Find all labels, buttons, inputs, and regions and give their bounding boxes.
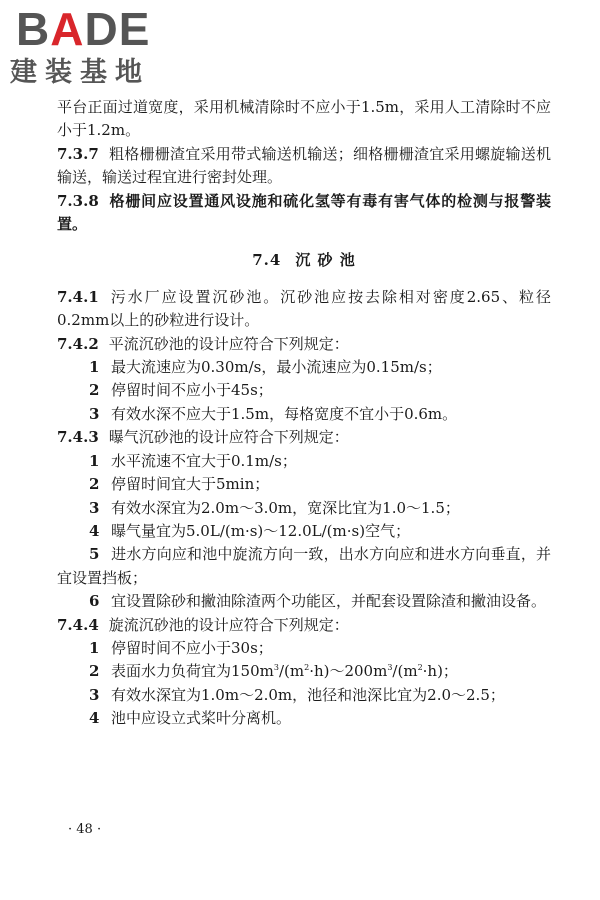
clause-7-3-7: 7.3.7 粗格栅栅渣宜采用带式输送机输送；细格栅栅渣宜采用螺旋输送机输送，输送过程宜进行密封处理。 — [57, 144, 551, 187]
list-item: 2 停留时间宜大于5min； — [89, 475, 270, 494]
list-item: 1 停留时间不应小于30s； — [89, 638, 273, 657]
bade-logo — [10, 3, 175, 88]
clause-7-4-4: 7.4.4 旋流沉砂池的设计应符合下列规定： — [57, 615, 349, 634]
list-item: 5 进水方向应和池中旋流方向一致，出水方向应和进水方向垂直，并宜设置挡板； — [57, 545, 551, 587]
logo-accent-letter: A — [50, 3, 85, 55]
list-item: 2 停留时间不应小于45s； — [89, 381, 273, 400]
list-item: 4 池中应设立式桨叶分离机。 — [89, 709, 292, 728]
list-item: 4 曝气量宜为5.0L/(m·s)～12.0L/(m·s)空气； — [89, 521, 411, 540]
list-item: 3 有效水深不应大于1.5m，每格宽度不宜小于0.6m。 — [89, 404, 458, 423]
list-item: 1 最大流速应为0.30m/s，最小流速应为0.15m/s； — [89, 358, 442, 377]
logo-wordmark: BADE — [16, 3, 151, 55]
continuation-paragraph: 平台正面过道宽度，采用机械清除时不应小于1.5m，采用人工清除时不应小于1.2m。 — [57, 98, 551, 140]
section-title: 7.4 沉 砂 池 — [252, 251, 356, 270]
logo-subtitle: 建装基地 — [10, 57, 150, 88]
clause-7-4-3: 7.4.3 曝气沉砂池的设计应符合下列规定： — [57, 428, 349, 447]
list-item: 3 有效水深宜为2.0m～3.0m，宽深比宜为1.0～1.5； — [89, 498, 460, 517]
list-item: 3 有效水深宜为1.0m～2.0m，池径和池深比宜为2.0～2.5； — [89, 685, 505, 704]
clause-7-4-1: 7.4.1 污水厂应设置沉砂池。沉砂池应按去除相对密度2.65、粒径0.2mm以上的砂粒进行设计。 — [57, 287, 551, 330]
page-number: · 48 · — [68, 822, 102, 837]
list-item: 2 表面水力负荷宜为$150m^3/(m^2\cdot h)\sim 200m^3/(m^2\cdot h)$； — [89, 662, 458, 681]
list-item: 6 宜设置除砂和撇油除渣两个功能区，并配套设置除渣和撇油设备。 — [89, 592, 547, 611]
clause-7-4-2: 7.4.2 平流沉砂池的设计应符合下列规定： — [57, 334, 349, 353]
clause-7-3-8: 7.3.8 格栅间应设置通风设施和硫化氢等有毒有害气体的检测与报警装置。 — [57, 191, 551, 234]
list-item: 1 水平流速不宜大于0.1m/s； — [89, 451, 297, 470]
document-body — [57, 96, 551, 731]
